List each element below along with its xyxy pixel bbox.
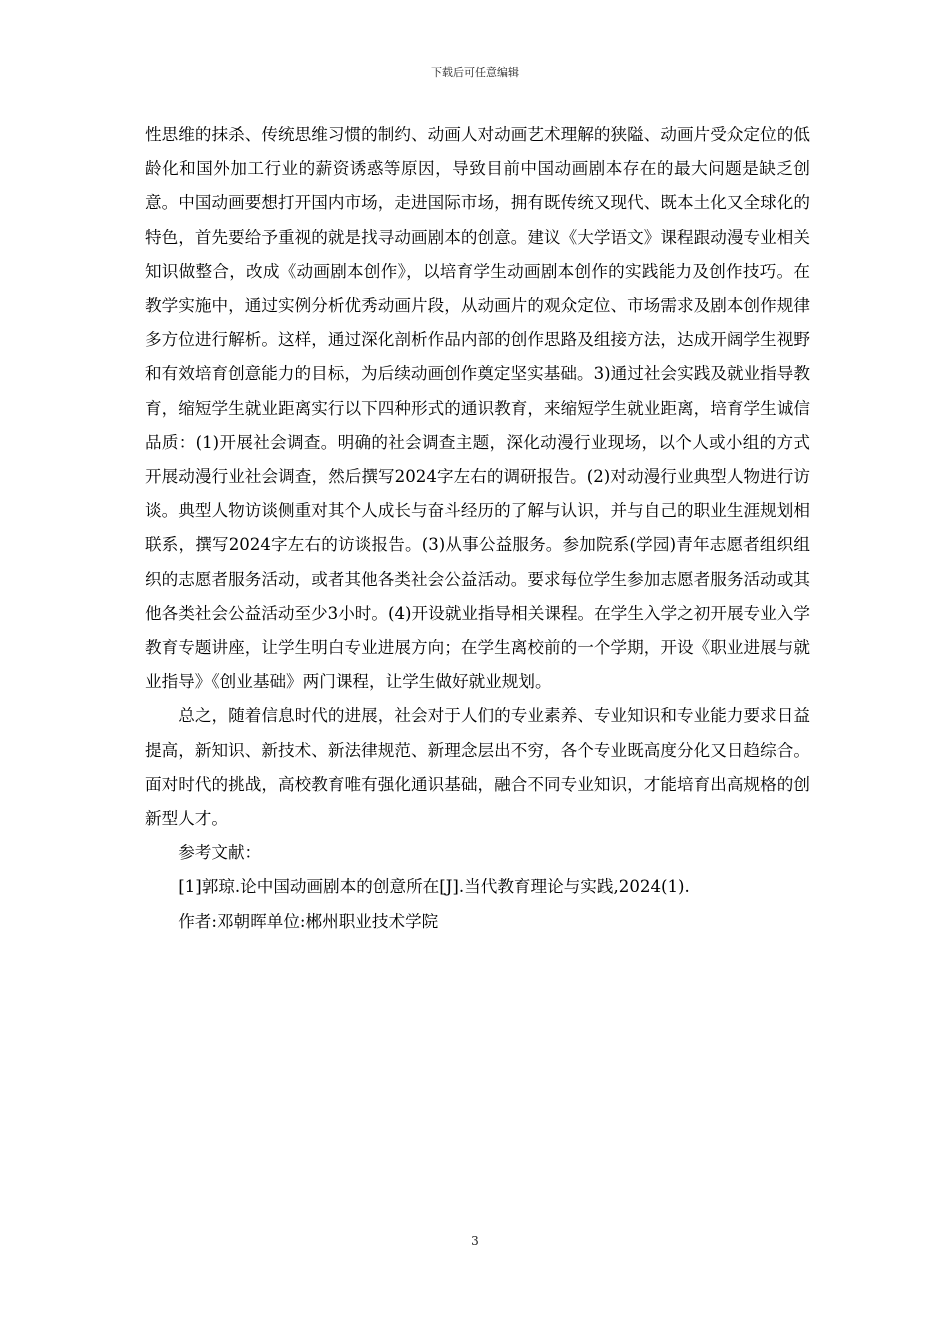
paragraph-continued: 性思维的抹杀、传统思维习惯的制约、动画人对动画艺术理解的狭隘、动画片受众定位的低龄化和国外加工行业的薪资诱惑等原因，导致目前中国动画剧本存在的最大问题是缺乏创意。中国动画要想打开国内市场，走进国际市场，拥有既传统又现代、既本土化又全球化的特色，首先要给予重视的就是找寻动画剧本的创意。建议《大学语文》课程跟动漫专业相关知识做整合，改成《动画剧本创作》，以培育学生动画剧本创作的实践能力及创作技巧。在教学实施中，通过实例分析优秀动画片段，从动画片的观众定位、市场需求及剧本创作规律多方位进行解析。这样，通过深化剖析作品内部的创作思路及组接方法，达成开阔学生视野和有效培育创意能力的目标，为后续动画创作奠定坚实基础。3)通过社会实践及就业指导教育，缩短学生就业距离实行以下四种形式的通识教育，来缩短学生就业距离，培育学生诚信品质：(1)开展社会调查。明确的社会调查主题，深化动漫行业现场，以个人或小组的方式开展动漫行业社会调查，然后撰写2024字左右的调研报告。(2)对动漫行业典型人物进行访谈。典型人物访谈侧重对其个人成长与奋斗经历的了解与认识，并与自己的职业生涯规划相联系，撰写2024字左右的访谈报告。(3)从事公益服务。参加院系(学园)青年志愿者组织组织的志愿者服务活动，或者其他各类社会公益活动。要求每位学生参加志愿者服务活动或其他各类社会公益活动至少3小时。(4)开设就业指导相关课程。在学生入学之初开展专业入学教育专题讲座，让学生明白专业进展方向；在学生离校前的一个学期，开设《职业进展与就业指导》《创业基础》两门课程，让学生做好就业规划。 [145,125,810,692]
references-heading: 参考文献： [178,843,262,863]
page-header: 下载后可任意编辑 [431,66,519,79]
reference-item: [1]郭琼.论中国动画剧本的创意所在[J].当代教育理论与实践,2024(1). [178,877,690,897]
page-number: 3 [471,1234,479,1248]
author-affiliation: 作者:邓朝晖单位:郴州职业技术学院 [178,911,439,931]
paragraph-conclusion: 总之，随着信息时代的进展，社会对于人们的专业素养、专业知识和专业能力要求日益提高，新知识、新技术、新法律规范、新理念层出不穷，各个专业既高度分化又日趋综合。面对时代的挑战，高校教育唯有强化通识基础，融合不同专业知识，才能培育出高规格的创新型人才。 [145,706,810,829]
document-body [145,118,810,939]
